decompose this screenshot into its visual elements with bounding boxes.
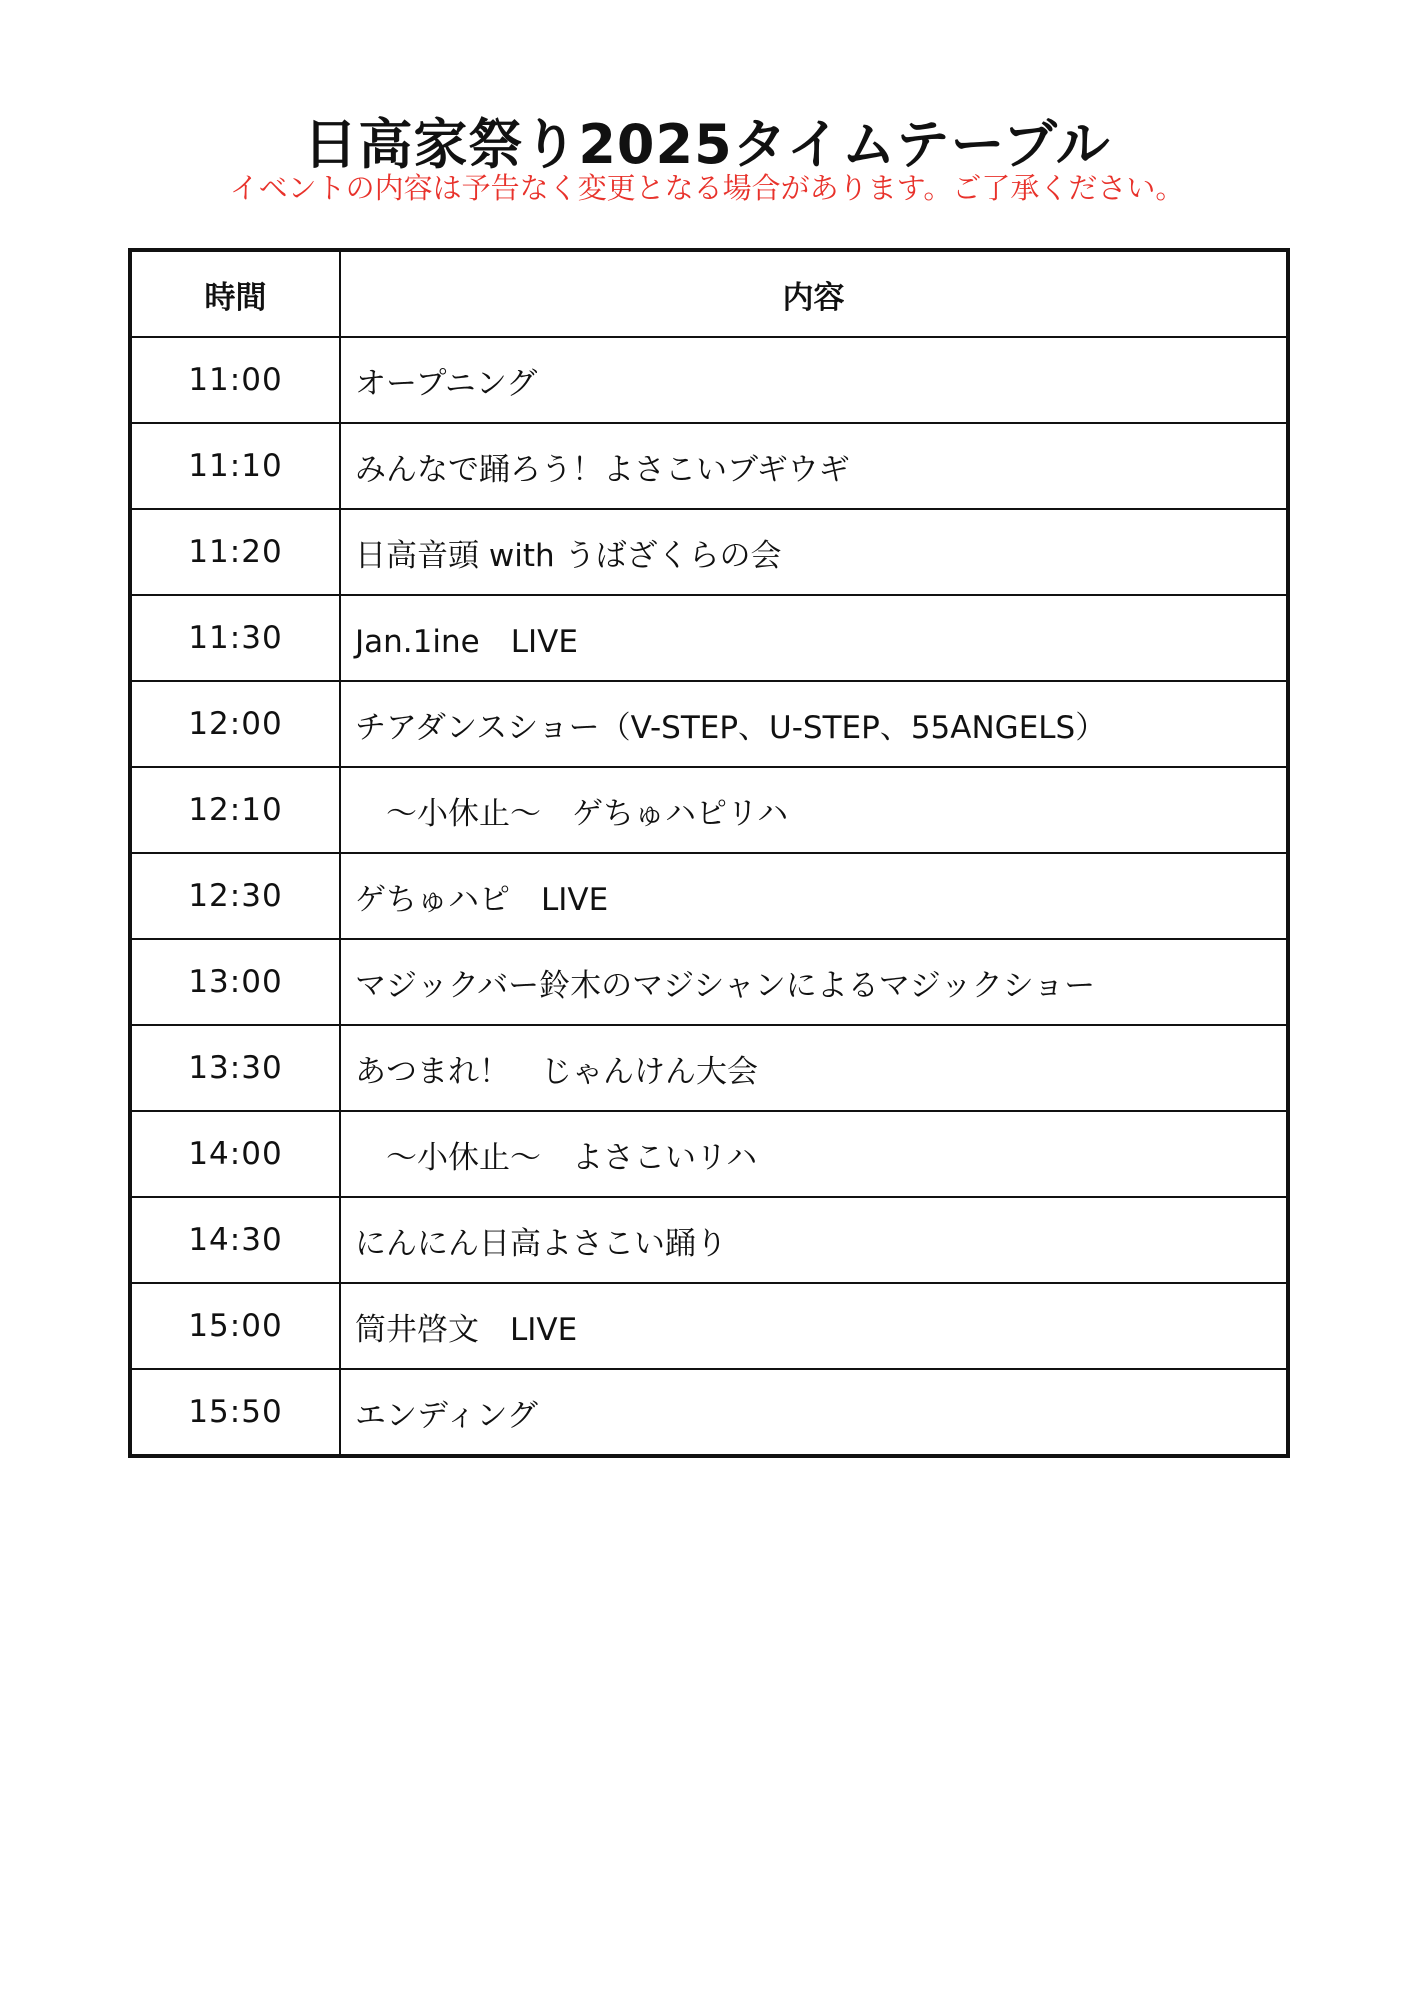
time-cell: 11:00 <box>130 337 340 423</box>
time-cell: 12:00 <box>130 681 340 767</box>
content-cell: オープニング <box>340 337 1288 423</box>
content-cell: Jan.1ine LIVE <box>340 595 1288 681</box>
table-row <box>130 509 1288 595</box>
content-cell: チアダンスショー（V-STEP、U-STEP、55ANGELS） <box>340 681 1288 767</box>
content-column-header: 内容 <box>340 250 1288 337</box>
content-cell: マジックバー鈴木のマジシャンによるマジックショー <box>340 939 1288 1025</box>
time-cell: 11:20 <box>130 509 340 595</box>
time-cell: 11:10 <box>130 423 340 509</box>
content-cell: ～小休止～ よさこいリハ <box>340 1111 1288 1197</box>
page-title: 日高家祭り2025タイムテーブル <box>303 113 1111 177</box>
time-cell: 15:50 <box>130 1369 340 1456</box>
content-cell: 日高音頭 with うばざくらの会 <box>340 509 1288 595</box>
time-cell: 15:00 <box>130 1283 340 1369</box>
table-row <box>130 681 1288 767</box>
table-row <box>130 853 1288 939</box>
table-row <box>130 595 1288 681</box>
time-cell: 12:10 <box>130 767 340 853</box>
timetable <box>128 248 1290 1458</box>
time-cell: 11:30 <box>130 595 340 681</box>
table-row <box>130 1197 1288 1283</box>
time-cell: 13:30 <box>130 1025 340 1111</box>
table-row <box>130 337 1288 423</box>
table-row <box>130 423 1288 509</box>
table-row <box>130 1111 1288 1197</box>
table-row <box>130 1025 1288 1111</box>
change-notice: イベントの内容は予告なく変更となる場合があります。ご了承ください。 <box>229 171 1185 205</box>
time-cell: 13:00 <box>130 939 340 1025</box>
content-cell: エンディング <box>340 1369 1288 1456</box>
time-cell: 14:00 <box>130 1111 340 1197</box>
table-row <box>130 767 1288 853</box>
content-cell: あつまれ！ じゃんけん大会 <box>340 1025 1288 1111</box>
content-cell: ～小休止～ ゲちゅハピリハ <box>340 767 1288 853</box>
time-cell: 12:30 <box>130 853 340 939</box>
content-cell: ゲちゅハピ LIVE <box>340 853 1288 939</box>
table-row <box>130 1369 1288 1456</box>
header-row <box>130 250 1288 337</box>
time-cell: 14:30 <box>130 1197 340 1283</box>
content-cell: みんなで踊ろう！よさこいブギウギ <box>340 423 1288 509</box>
table-row <box>130 1283 1288 1369</box>
table-row <box>130 939 1288 1025</box>
time-column-header: 時間 <box>130 250 340 337</box>
content-cell: 筒井啓文 LIVE <box>340 1283 1288 1369</box>
content-cell: にんにん日高よさこい踊り <box>340 1197 1288 1283</box>
